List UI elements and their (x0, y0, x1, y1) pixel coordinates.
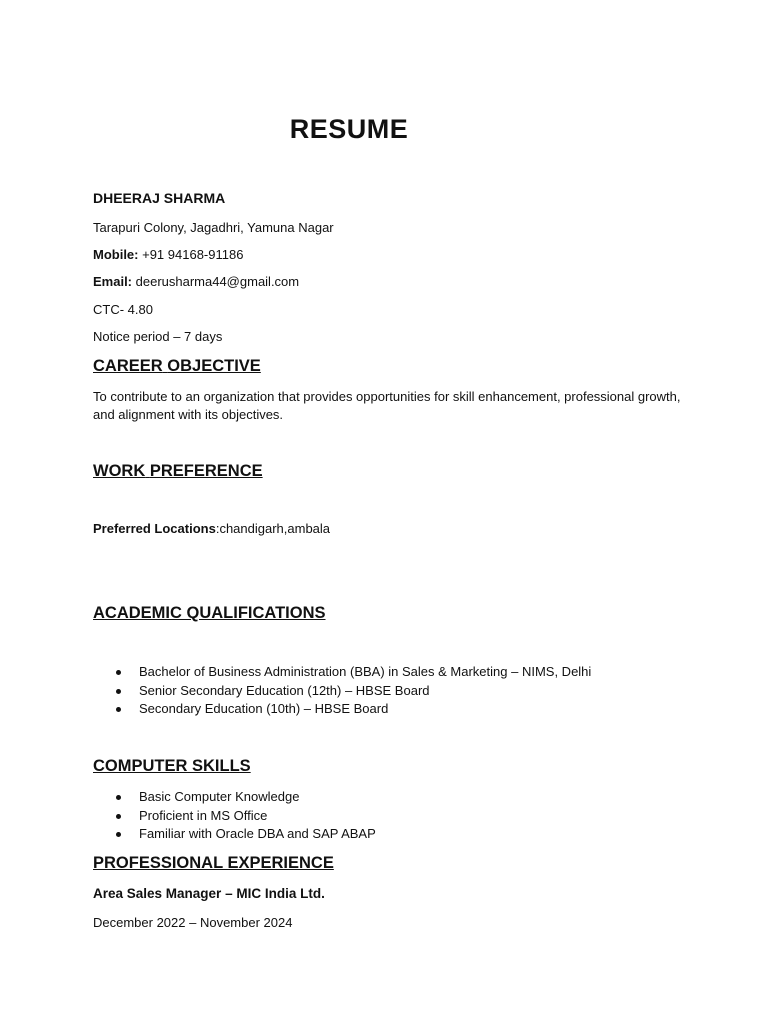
bullet-icon (116, 689, 121, 694)
preferred-locations-value: :chandigarh,ambala (215, 521, 331, 536)
mobile-label: Mobile: (93, 247, 139, 262)
bullet-icon (116, 832, 121, 837)
mobile-line (93, 247, 243, 262)
work-preference-heading-word-1: WORK (93, 462, 146, 480)
list-item-text: Proficient in MS Office (139, 807, 268, 823)
career-objective-heading (93, 357, 261, 376)
bullet-icon (116, 795, 121, 800)
bullet-icon (116, 707, 121, 712)
candidate-name: DHEERAJ SHARMA (93, 190, 226, 206)
list-item-text: Bachelor of Business Administration (BBA) in Sales & Marketing – NIMS, Delhi (139, 664, 592, 679)
bullet-icon (116, 670, 121, 675)
job-role-title: Area Sales Manager – MIC India Ltd. (93, 886, 325, 901)
academic-qualifications-list (93, 663, 591, 719)
address-line: Tarapuri Colony, Jagadhri, Yamuna Nagar (93, 220, 334, 235)
professional-experience-heading: PROFESSIONAL EXPERIENCE (93, 854, 334, 872)
list-item (93, 825, 376, 844)
bullet-icon (116, 814, 121, 819)
email-value: deerusharma44@gmail.com (132, 274, 300, 289)
career-objective-heading-word-1: CAREER (93, 357, 163, 375)
work-preference-heading (93, 462, 263, 481)
list-item-text: Familiar with Oracle DBA and SAP ABAP (139, 826, 376, 841)
list-item (93, 700, 591, 719)
list-item-text: Senior Secondary Education (12th) – HBSE Board (139, 682, 430, 698)
mobile-value: +91 94168-91186 (138, 247, 244, 262)
list-item (93, 788, 376, 807)
list-item-text: Basic Computer Knowledge (139, 789, 300, 804)
job-period: December 2022 – November 2024 (93, 915, 293, 930)
email-label: Email: (93, 274, 133, 289)
list-item (93, 807, 376, 826)
career-objective-text: To contribute to an organization that provides opportunities for skill enhancement, professional growth, and alignment with its objectives. (93, 389, 681, 422)
computer-skills-list (93, 788, 376, 844)
list-item-text: Secondary Education (10th) – HBSE Board (139, 701, 389, 716)
ctc-line: CTC- 4.80 (93, 302, 153, 317)
page-title: RESUME (289, 114, 409, 144)
work-preference-heading-word-2: PREFERENCE (149, 462, 263, 480)
notice-period-line: Notice period – 7 days (93, 329, 223, 344)
email-line (93, 274, 299, 289)
list-item (93, 682, 591, 701)
preferred-locations-line (93, 521, 330, 536)
academic-qualifications-heading: ACADEMIC QUALIFICATIONS (93, 604, 326, 622)
list-item (93, 663, 591, 682)
computer-skills-heading: COMPUTER SKILLS (93, 757, 251, 775)
career-objective-heading-word-2: OBJECTIVE (167, 357, 261, 375)
preferred-locations-label: Preferred Locations (93, 521, 216, 536)
